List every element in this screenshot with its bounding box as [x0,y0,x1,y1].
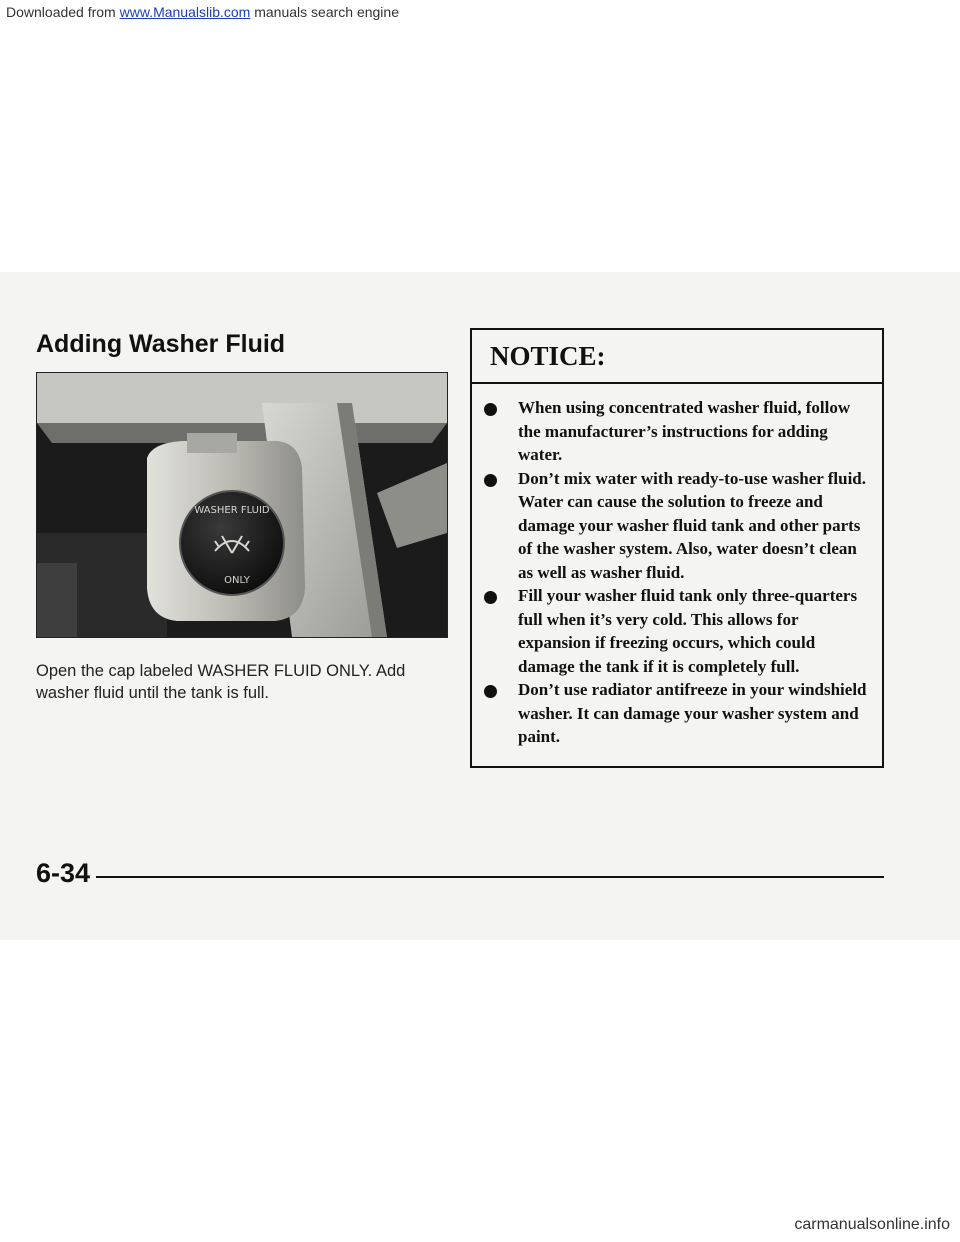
cap-label-bottom: ONLY [224,575,250,586]
notice-item [484,467,872,585]
manualslib-link[interactable]: www.Manualslib.com [119,4,251,20]
notice-item-text: Don’t use radiator antifreeze in your windshield washer. It can damage your washer system and paint. [518,680,867,746]
notice-item [484,584,872,678]
washer-reservoir-illustration [37,373,447,637]
bottom-margin [0,940,960,1242]
notice-item-text: Don’t mix water with ready-to-use washer fluid. Water can cause the solution to freeze and damage your washer fluid tank and other parts of the washer system. Also, water doesn’t clean as well as washer fluid. [518,468,867,582]
watermark-suffix: manuals search engine [250,4,399,20]
notice-item-text: When using concentrated washer fluid, follow the manufacturer’s instructions for adding water. [518,398,851,464]
bullet-icon [484,685,497,698]
notice-box [470,328,884,768]
bullet-icon [484,591,497,604]
notice-title: NOTICE: [490,340,606,371]
section-title: Adding Washer Fluid [36,330,286,358]
notice-item [484,678,872,749]
notice-item [484,396,872,467]
footer-rule [96,876,884,878]
cap-label-top: WASHER FLUID [194,505,270,516]
notice-list [472,384,882,749]
top-margin [0,0,960,272]
page-number: 6-34 [36,858,91,888]
notice-header [472,330,882,384]
watermark-prefix: Downloaded from [6,4,120,20]
site-watermark: carmanualsonline.info [794,1216,950,1233]
notice-item-text: Fill your washer fluid tank only three-quarters full when it’s very cold. This allows for expansion if freezing occurs, which could damage the tank if it is completely full. [518,586,858,676]
download-watermark [6,4,399,20]
bullet-icon [484,403,497,416]
washer-reservoir-photo [36,372,448,638]
instruction-caption: Open the cap labeled WASHER FLUID ONLY. Add washer fluid until the tank is full. [36,662,406,702]
bullet-icon [484,474,497,487]
